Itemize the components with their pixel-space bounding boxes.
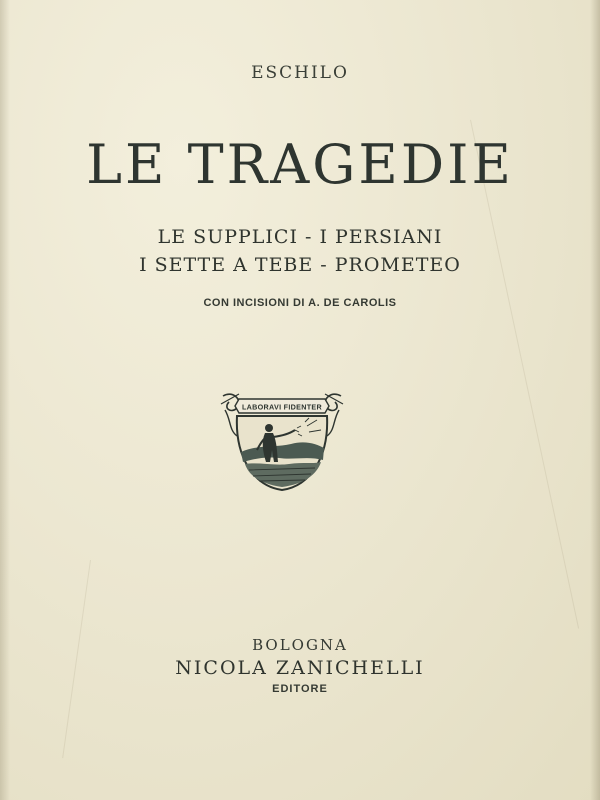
subtitle-line-1: LE SUPPLICI - I PERSIANI	[157, 226, 443, 248]
publisher-role: EDITORE	[272, 683, 328, 695]
paper-crease	[470, 120, 579, 629]
right-edge-shadow	[590, 0, 600, 800]
emblem-motto: LABORAVI FIDENTER	[241, 402, 323, 412]
engravings-credit: CON INCISIONI DI A. DE CAROLIS	[203, 297, 397, 309]
printer-mark-sower-emblem-icon	[219, 390, 345, 494]
imprint-city: BOLOGNA	[252, 636, 348, 654]
left-edge-shadow	[0, 0, 10, 800]
publisher-name: NICOLA ZANICHELLI	[175, 657, 425, 679]
book-title: LE TRAGEDIE	[86, 133, 514, 196]
subtitle-line-2: I SETTE A TEBE - PROMETEO	[139, 254, 461, 276]
author-name: ESCHILO	[251, 63, 349, 83]
